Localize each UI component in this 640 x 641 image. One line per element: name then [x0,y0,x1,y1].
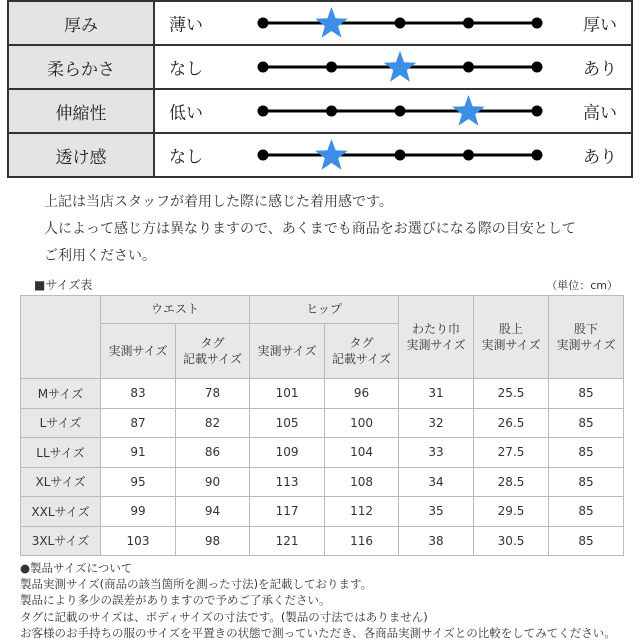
size-cell-waist-tag: 90 [176,467,250,497]
size-row [21,438,624,468]
size-cell-waist-actual: 103 [101,526,176,556]
rating-star-icon [452,95,484,126]
size-row [21,526,624,556]
rating-scale-graphic [155,90,633,132]
size-table-unit: （単位：cm） [546,279,618,292]
rating-star-icon [315,139,347,170]
size-cell-inseam: 85 [549,408,624,438]
size-cell-hip-tag: 112 [325,497,399,527]
fit-rating-table [7,0,633,178]
size-cell-waist-actual: 91 [101,438,176,468]
rating-scale [154,89,632,133]
size-cell-waist-tag: 98 [176,526,250,556]
size-cell-thigh: 33 [399,438,474,468]
hip-actual-header: 実測サイズ [250,324,325,379]
size-row [21,497,624,527]
size-cell-hip-tag: 104 [325,438,399,468]
rating-row [8,1,632,45]
rating-dot [258,18,269,29]
rating-note-line-3: ご利用ください。 [44,248,156,264]
size-cell-rise: 26.5 [474,408,549,438]
size-cell-waist-tag: 82 [176,408,250,438]
size-label: Mサイズ [21,379,101,409]
waist-tag-header: タグ 記載サイズ [176,324,250,379]
size-footnotes [20,560,616,641]
footnote-line: 製品により多少の誤差がありますので予めご了承ください。 [20,593,331,608]
size-cell-inseam: 85 [549,526,624,556]
size-cell-waist-actual: 99 [101,497,176,527]
rating-row [8,45,632,89]
size-cell-inseam: 85 [549,497,624,527]
rating-star-icon [384,51,416,82]
size-cell-hip-actual: 117 [250,497,325,527]
hip-tag-header: タグ 記載サイズ [325,324,399,379]
size-cell-thigh: 35 [399,497,474,527]
rating-dot [463,150,474,161]
rating-row [8,89,632,133]
size-header-corner [21,296,101,379]
size-cell-hip-actual: 109 [250,438,325,468]
rating-high-label: 厚い [583,15,617,36]
size-cell-thigh: 34 [399,467,474,497]
size-cell-rise: 28.5 [474,467,549,497]
footnote-line: お客様のお手持ちの服のサイズを平置きの状態で測っていただき、各商品実測サイズとの比較をしてみてください。 [20,625,616,640]
rise-header: 股上 実測サイズ [474,296,549,379]
size-cell-thigh: 31 [399,379,474,409]
rating-low-label: 薄い [169,15,203,36]
size-cell-hip-actual: 105 [250,408,325,438]
size-cell-inseam: 85 [549,438,624,468]
thigh-header: わたり巾 実測サイズ [399,296,474,379]
size-row [21,408,624,438]
size-cell-waist-actual: 83 [101,379,176,409]
rating-label: 透け感 [8,133,154,177]
size-cell-rise: 25.5 [474,379,549,409]
size-cell-hip-tag: 96 [325,379,399,409]
size-cell-waist-tag: 78 [176,379,250,409]
size-row [21,379,624,409]
size-table [20,295,624,556]
rating-dot [532,106,543,117]
size-cell-hip-actual: 101 [250,379,325,409]
rating-row [8,133,632,177]
size-cell-rise: 27.5 [474,438,549,468]
rating-scale-graphic [155,46,633,88]
size-table-title: ■サイズ表 [34,278,93,292]
size-cell-thigh: 38 [399,526,474,556]
rating-scale-graphic [155,134,633,176]
size-row [21,467,624,497]
size-cell-hip-actual: 113 [250,467,325,497]
size-label: LLサイズ [21,438,101,468]
rating-dot [532,150,543,161]
waist-group-header: ウエスト [101,296,250,324]
rating-label: 柔らかさ [8,45,154,89]
size-cell-waist-actual: 95 [101,467,176,497]
rating-high-label: あり [583,59,617,80]
footnote-line: タグに記載のサイズは、ボディサイズの寸法です。(製品の寸法ではありません) [20,609,428,624]
size-label: Lサイズ [21,408,101,438]
size-cell-hip-actual: 121 [250,526,325,556]
rating-scale [154,45,632,89]
hip-group-header: ヒップ [250,296,399,324]
inseam-header: 股下 実測サイズ [549,296,624,379]
size-label: XXLサイズ [21,497,101,527]
rating-high-label: あり [583,147,617,168]
waist-actual-header: 実測サイズ [101,324,176,379]
size-cell-rise: 29.5 [474,497,549,527]
size-cell-waist-actual: 87 [101,408,176,438]
rating-high-label: 高い [583,103,617,124]
rating-scale [154,1,632,45]
rating-dot [463,18,474,29]
size-label: 3XLサイズ [21,526,101,556]
rating-scale [154,133,632,177]
size-cell-rise: 30.5 [474,526,549,556]
rating-dot [258,150,269,161]
size-cell-waist-tag: 86 [176,438,250,468]
rating-label: 厚み [8,1,154,45]
rating-dot [532,62,543,73]
rating-note-line-1: 上記は当店スタッフが着用した際に感じた着用感です。 [44,194,393,210]
size-cell-hip-tag: 116 [325,526,399,556]
size-label: XLサイズ [21,467,101,497]
rating-dot [258,62,269,73]
size-cell-hip-tag: 108 [325,467,399,497]
rating-dot [326,106,337,117]
rating-dot [463,62,474,73]
footnote-line: 製品実測サイズ(商品の該当箇所を測った寸法)を記載しております。 [20,577,373,592]
size-cell-waist-tag: 94 [176,497,250,527]
rating-dot [258,106,269,117]
rating-low-label: なし [169,147,203,168]
rating-dot [532,18,543,29]
rating-dot [326,62,337,73]
size-cell-thigh: 32 [399,408,474,438]
rating-note-line-2: 人によって感じ方は異なりますので、あくまでも商品をお選びになる際の目安として [44,221,576,237]
rating-low-label: なし [169,59,203,80]
rating-dot [395,150,406,161]
rating-dot [395,18,406,29]
size-cell-inseam: 85 [549,467,624,497]
size-cell-hip-tag: 100 [325,408,399,438]
rating-label: 伸縮性 [8,89,154,133]
size-cell-inseam: 85 [549,379,624,409]
rating-dot [395,106,406,117]
rating-low-label: 低い [169,103,203,124]
rating-scale-graphic [155,2,633,44]
rating-star-icon [315,7,347,38]
footnote-heading: ●製品サイズについて [20,561,133,575]
